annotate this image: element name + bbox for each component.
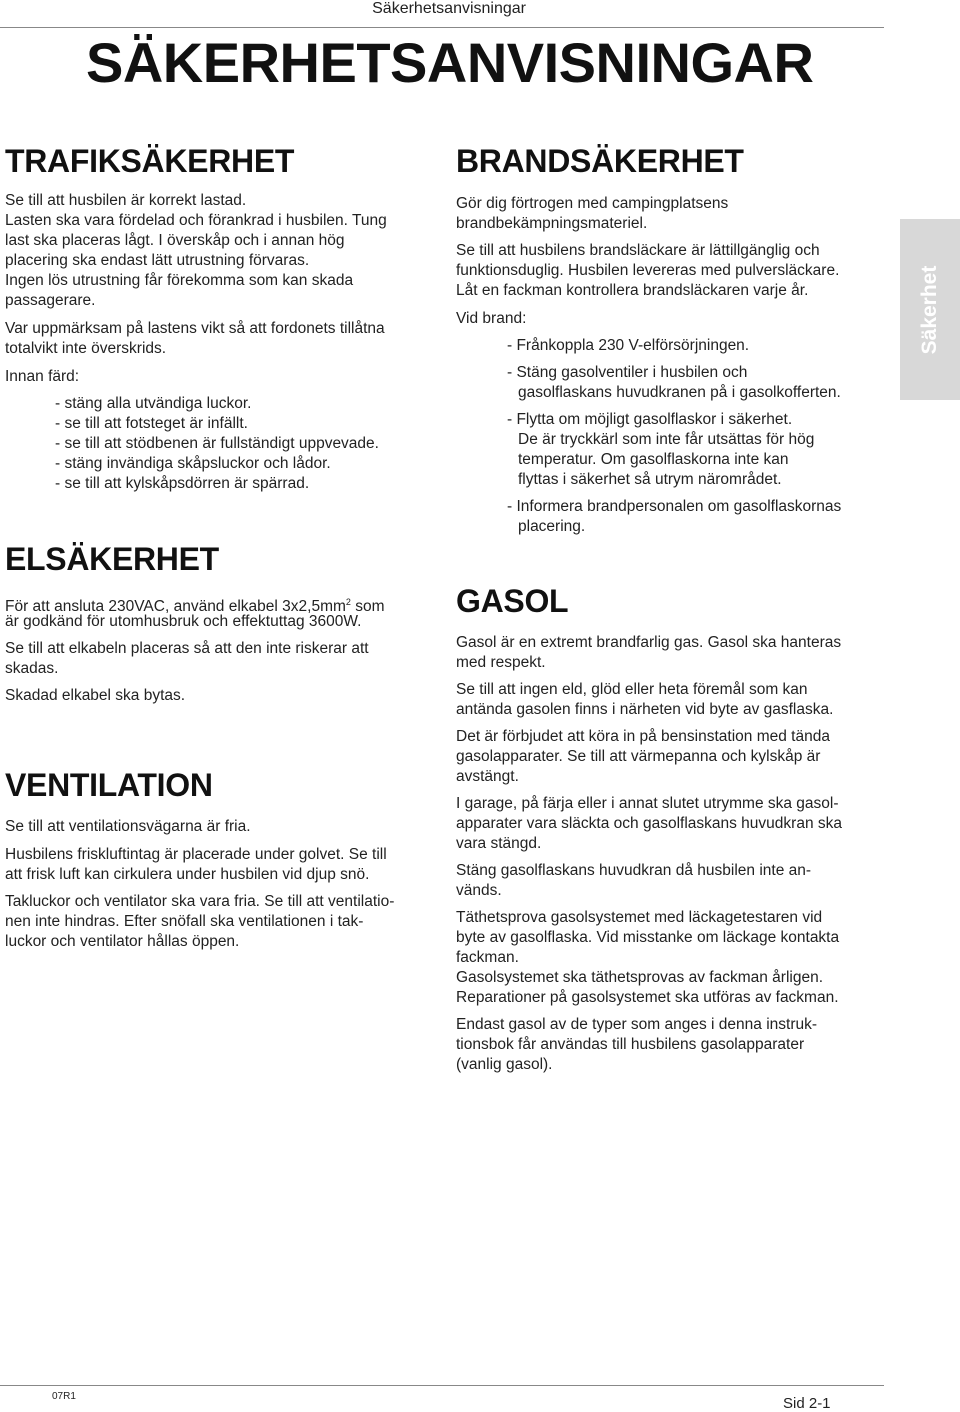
gasol-line: (vanlig gasol). xyxy=(456,1056,553,1073)
el-line-text: För att ansluta 230VAC, använd elkabel 3x2,5mm xyxy=(5,598,346,615)
heading-trafiksakerhet: TRAFIKSÄKERHET xyxy=(5,143,295,179)
gasol-line: byte av gasolflaska. Vid misstanke om läckage kontakta xyxy=(456,929,840,946)
list-item: - Flytta om möjligt gasolflaskor i säkerhet. xyxy=(507,411,793,428)
gasol-line: Gasol är en extremt brandfarlig gas. Gasol ska hanteras xyxy=(456,634,842,651)
brand-line: Gör dig förtrogen med campingplatsens xyxy=(456,195,729,212)
document-code: 07R1 xyxy=(52,1391,76,1402)
section-tab xyxy=(900,219,960,400)
gasol-line: I garage, på färja eller i annat slutet utrymme ska gasol- xyxy=(456,795,839,812)
el-line: är godkänd för utomhusbruk och effektuttag 3600W. xyxy=(5,613,362,630)
list-item-cont: temperatur. Om gasolflaskorna inte kan xyxy=(518,451,789,468)
list-item: - Informera brandpersonalen om gasolflaskornas xyxy=(507,498,842,515)
vent-line: nen inte hindras. Efter snöfall ska ventilationen i tak- xyxy=(5,913,364,930)
gasol-line: Stäng gasolflaskans huvudkran då husbilen inte an- xyxy=(456,862,812,879)
el-line: skadas. xyxy=(5,660,59,677)
el-line: Se till att elkabeln placeras så att den inte riskerar att xyxy=(5,640,369,657)
trafik-line: last ska placeras lågt. I överskåp och i annan hög xyxy=(5,232,345,249)
trafik-line: Se till att husbilen är korrekt lastad. xyxy=(5,192,247,209)
brand-line: funktionsduglig. Husbilen levereras med pulversläckare. xyxy=(456,262,840,279)
list-item-cont: flyttas i säkerhet så utrym närområdet. xyxy=(518,471,782,488)
page-title: SÄKERHETSANVISNINGAR xyxy=(86,31,814,94)
section-tab-label: Säkerhet xyxy=(918,265,941,354)
brand-line: Låt en fackman kontrollera brandsläckaren varje år. xyxy=(456,282,809,299)
footer-divider xyxy=(0,1385,884,1386)
gasol-line: Se till att ingen eld, glöd eller heta föremål som kan xyxy=(456,681,808,698)
list-item: - se till att fotsteget är infällt. xyxy=(55,415,248,432)
list-item-cont: gasolflaskans huvudkranen på i gasolkofferten. xyxy=(518,384,841,401)
trafik-line: Lasten ska vara fördelad och förankrad i husbilen. Tung xyxy=(5,212,387,229)
list-item: - se till att stödbenen är fullständigt uppvevade. xyxy=(55,435,379,452)
trafik-line: placering ska endast lätt utrustning förvaras. xyxy=(5,252,310,269)
trafik-line: Innan färd: xyxy=(5,368,80,385)
gasol-line: gasolapparater. Se till att värmepanna och kylskåp är xyxy=(456,748,821,765)
trafik-line: passagerare. xyxy=(5,292,96,309)
page-number: Sid 2-1 xyxy=(783,1395,831,1412)
heading-ventilation: VENTILATION xyxy=(5,767,213,803)
gasol-line: Täthetsprova gasolsystemet med läckagetestaren vid xyxy=(456,909,823,926)
vent-line: luckor och ventilator hållas öppen. xyxy=(5,933,240,950)
vent-line: att frisk luft kan cirkulera under husbilen vid djup snö. xyxy=(5,866,370,883)
list-item-cont: De är tryckkärl som inte får utsättas för hög xyxy=(518,431,815,448)
list-item: - se till att kylskåpsdörren är spärrad. xyxy=(55,475,310,492)
gasol-line: antända gasolen finns i närheten vid byte av gasflaska. xyxy=(456,701,834,718)
gasol-line: apparater vara släckta och gasolflaskans huvudkran ska xyxy=(456,815,842,832)
list-item: - Stäng gasolventiler i husbilen och xyxy=(507,364,748,381)
vent-line: Se till att ventilationsvägarna är fria. xyxy=(5,818,251,835)
list-item-cont: placering. xyxy=(518,518,586,535)
brand-line: Vid brand: xyxy=(456,310,527,327)
vent-line: Husbilens friskluftintag är placerade under golvet. Se till xyxy=(5,846,387,863)
gasol-line: tionsbok får användas till husbilens gasolapparater xyxy=(456,1036,805,1053)
gasol-line: fackman. xyxy=(456,949,519,966)
heading-elsakerhet: ELSÄKERHET xyxy=(5,541,219,577)
list-item: - stäng invändiga skåpsluckor och lådor. xyxy=(55,455,331,472)
superscript: 2 xyxy=(345,597,351,607)
heading-gasol: GASOL xyxy=(456,583,569,619)
el-line: Skadad elkabel ska bytas. xyxy=(5,687,186,704)
el-line-text: som xyxy=(350,598,385,615)
gasol-line: med respekt. xyxy=(456,654,546,671)
brand-line: Se till att husbilens brandsläckare är lättillgänglig och xyxy=(456,242,820,259)
vent-line: Takluckor och ventilator ska vara fria. Se till att ventilatio- xyxy=(5,893,395,910)
trafik-line: totalvikt inte överskrids. xyxy=(5,340,167,357)
list-item: - Frånkoppla 230 V-elförsörjningen. xyxy=(507,337,750,354)
heading-brandsakerhet: BRANDSÄKERHET xyxy=(456,143,744,179)
brand-line: brandbekämpningsmateriel. xyxy=(456,215,648,232)
header-divider xyxy=(0,27,884,28)
gasol-line: Reparationer på gasolsystemet ska utföras av fackman. xyxy=(456,989,839,1006)
gasol-line: Det är förbjudet att köra in på bensinstation med tända xyxy=(456,728,830,745)
trafik-line: Ingen lös utrustning får förekomma som kan skada xyxy=(5,272,354,289)
gasol-line: vara stängd. xyxy=(456,835,542,852)
trafik-line: Var uppmärksam på lastens vikt så att fordonets tillåtna xyxy=(5,320,385,337)
gasol-line: Endast gasol av de typer som anges i denna instruk- xyxy=(456,1016,818,1033)
list-item: - stäng alla utvändiga luckor. xyxy=(55,395,252,412)
gasol-line: avstängt. xyxy=(456,768,519,785)
running-header: Säkerhetsanvisningar xyxy=(372,0,526,17)
gasol-line: vänds. xyxy=(456,882,502,899)
gasol-line: Gasolsystemet ska täthetsprovas av fackman årligen. xyxy=(456,969,823,986)
